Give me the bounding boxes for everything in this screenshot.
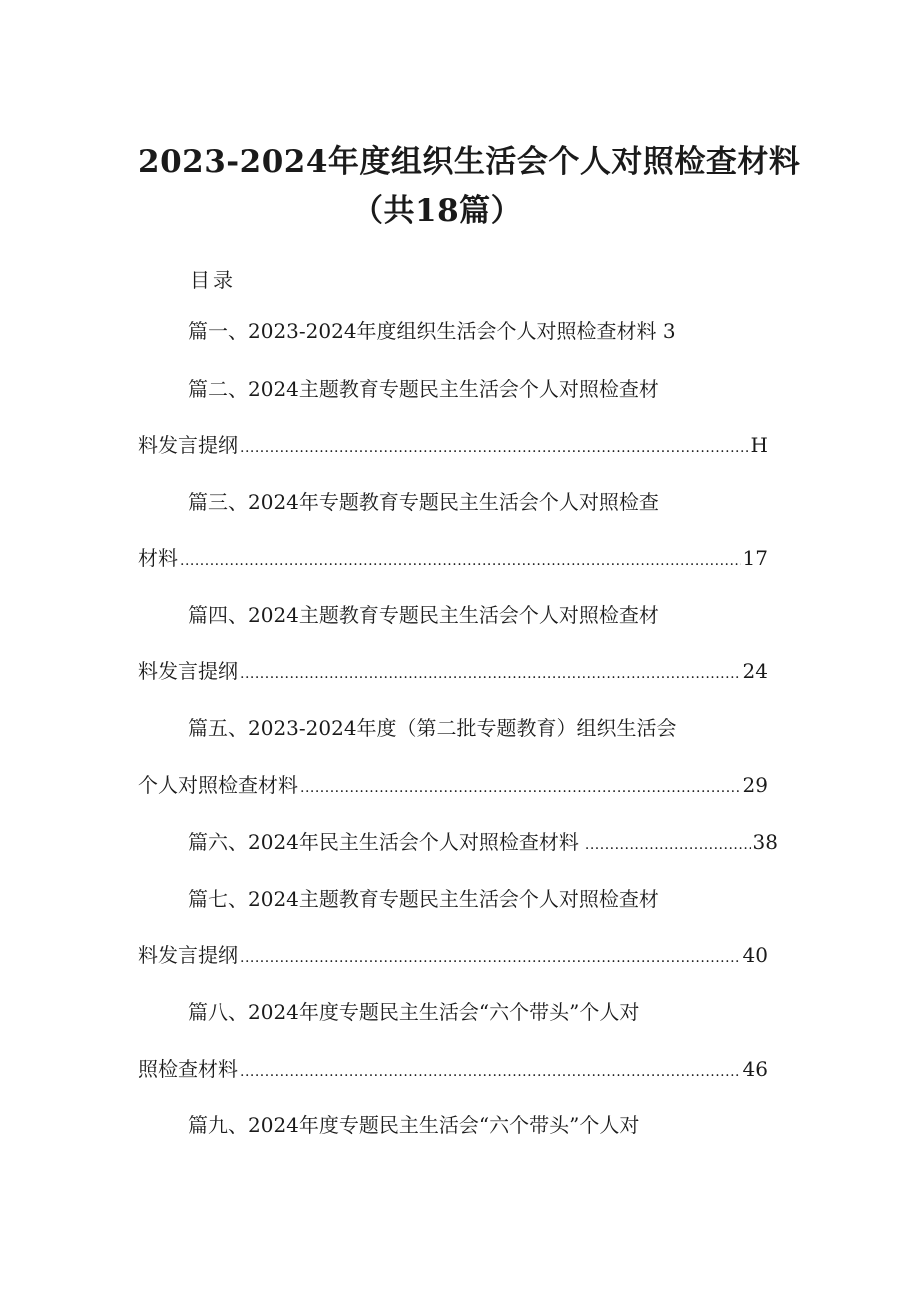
toc-entry-7[interactable]: 篇七、2024主题教育专题民主生活会个人对照检查材	[188, 887, 659, 911]
toc-entry-3[interactable]: 篇三、2024年专题教育专题民主生活会个人对照检查	[188, 490, 659, 514]
toc-entry-3-cont[interactable]	[138, 543, 768, 573]
document-title-count: （共18篇）	[352, 193, 523, 229]
toc-entry-3-page: 17	[742, 546, 768, 570]
toc-entry-8[interactable]: 篇八、2024年度专题民主生活会“六个带头”个人对	[188, 1000, 640, 1024]
dot-leader	[240, 943, 741, 973]
toc-entry-3-text: 材料	[138, 546, 178, 570]
toc-entry-5[interactable]: 篇五、2023-2024年度（第二批专题教育）组织生活会	[188, 716, 677, 740]
dot-leader	[300, 773, 741, 803]
toc-entry-8-page: 46	[742, 1057, 768, 1081]
toc-entry-2-cont[interactable]	[138, 430, 768, 460]
toc-entry-8-text: 照检查材料	[138, 1057, 238, 1081]
document-title: 2023-2024年度组织生活会个人对照检查材料	[138, 144, 801, 180]
toc-entry-6[interactable]	[188, 827, 778, 857]
toc-entry-4[interactable]: 篇四、2024主题教育专题民主生活会个人对照检查材	[188, 603, 659, 627]
toc-entry-2-text: 料发言提纲	[138, 433, 238, 457]
toc-entry-1[interactable]: 篇一、2023-2024年度组织生活会个人对照检查材料 3	[188, 319, 676, 343]
dot-leader	[240, 1057, 741, 1087]
dot-leader	[180, 546, 741, 576]
toc-entry-5-cont[interactable]	[138, 770, 768, 800]
toc-entry-4-cont[interactable]	[138, 656, 768, 686]
toc-entry-4-text: 料发言提纲	[138, 659, 238, 683]
toc-entry-8-cont[interactable]	[138, 1054, 768, 1084]
toc-entry-7-cont[interactable]	[138, 940, 768, 970]
toc-entry-7-page: 40	[742, 943, 768, 967]
dot-leader	[240, 433, 749, 463]
toc-heading: 目录	[190, 268, 236, 292]
toc-entry-4-page: 24	[742, 659, 768, 683]
toc-entry-5-text: 个人对照检查材料	[138, 773, 298, 797]
toc-entry-6-page: 38	[752, 830, 778, 854]
toc-entry-5-page: 29	[742, 773, 768, 797]
toc-entry-2[interactable]: 篇二、2024主题教育专题民主生活会个人对照检查材	[188, 377, 659, 401]
toc-entry-6-text: 篇六、2024年民主生活会个人对照检查材料	[188, 830, 579, 854]
toc-entry-2-page: H	[750, 433, 768, 457]
toc-entry-9[interactable]: 篇九、2024年度专题民主生活会“六个带头”个人对	[188, 1113, 640, 1137]
dot-leader	[585, 830, 751, 860]
dot-leader	[240, 659, 741, 689]
toc-entry-7-text: 料发言提纲	[138, 943, 238, 967]
